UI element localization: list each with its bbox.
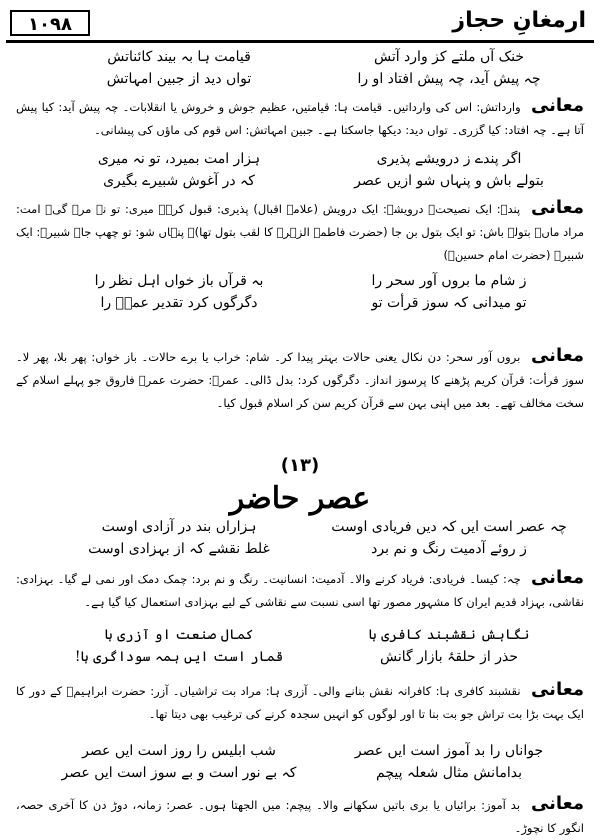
page-header [6, 6, 594, 43]
verse-2-line-1-b: ہزار امت بمیرد، تو نہ میری [97, 151, 261, 167]
page-number: ١٠٩٨ [10, 10, 90, 36]
verse-1-line-1-b: قیامت ہا بہ بیند کائناتش [107, 49, 251, 65]
maani-label: معانی [530, 345, 585, 366]
section-number [0, 455, 600, 476]
verse-3 [16, 270, 584, 314]
verse-6 [16, 740, 584, 784]
verse-2-line-2-a: بتولے باش و پنہاں شو ازیں عصر [354, 173, 544, 189]
verse-6-line-2-b: کہ بے نور است و بے سوز است ایں عصر [61, 765, 297, 781]
meaning-6 [16, 792, 584, 840]
maani-label: معانی [530, 567, 585, 588]
meaning-4 [16, 566, 584, 614]
verse-5-line-2-b: قمار است ایں ہمہ سوداگری ہا! [74, 649, 284, 665]
verse-4-line-1-b: ہزاراں بند در آزادی اوست [101, 519, 257, 535]
meaning-1-text: وارداتش: اس کی وارداتیں۔ قیامت ہا: قیامتیں، عظیم جوش و خروش یا انقلابات۔ چہ پیش آید: کیا پیش آتا ہے۔ چہ افتاد: کیا گزری۔ تواں دید: دیکھا جاسکتا ہے۔ جبین امہاتش: اس قوم کی ماؤں کی پیشانی۔ [16, 100, 584, 137]
verse-1-line-2-b: تواں دید از جبین امہاتش [106, 71, 252, 87]
verse-3-line-2-a: تو میدانی کہ سوز قرأت تو [371, 295, 527, 311]
verse-3-line-2-b: دگرگوں کرد تقدیر عمرؓ را [100, 295, 258, 311]
verse-2 [16, 148, 584, 192]
verse-3-line-1-a: ز شام ما بروں آور سحر را [371, 273, 527, 289]
meaning-3-text: بروں آور سحر: دن نکال یعنی حالات بہتر پیدا کر۔ شام: خراب یا برے حالات۔ باز خواں: پھر بلا، پھر لا۔ سوز قرأت: قرآن کریم پڑھنے کا پرسوز انداز۔ دگرگوں کرد: بدل ڈالی۔ عمرؓ: حضرت عمرؓ فاروق جو پہلے اسلام کے سخت مخالف تھے۔ بعد میں اپنی بہن سے قرآن کریم سن کر اسلام قبول کیا۔ [16, 350, 584, 410]
verse-1 [16, 46, 584, 90]
verse-2-line-2-b: کہ در آغوش شبیرے بگیری [103, 173, 255, 189]
verse-5-line-2-a: حذر از حلقۂ بازار گانش [379, 649, 519, 665]
verse-5-line-1-a: نگاہش نقشبند کافری ہا [368, 627, 530, 643]
meaning-2-text: پندے: ایک نصیحت۔ درویشے: ایک درویش (علامہ اقبال) پذیری: قبول کرے۔ میری: تو نہ مرے گی۔ امت: مراد ماں۔ بتولے باش: تو ایک بتول بن جا (حضرت فاطمۃ الزہرؓ کا لقب بتول تھا)۔ پنہاں شو: تو چھپ جا۔ شبیرے: ایک شبیرؓ (حضرت امام حسینؓ) [16, 202, 584, 262]
meaning-3 [16, 344, 584, 415]
verse-1-line-2-a: چہ پیش آید، چہ پیش افتاد او را [357, 71, 541, 87]
verse-4 [16, 516, 584, 560]
section-number-text: (١٣) [280, 455, 320, 476]
verse-6-line-2-a: بدامانش مثال شعلہ پیچم [376, 765, 522, 781]
meaning-5-text: نقشبند کافری ہا: کافرانہ نقش بنانے والی۔ آزری ہا: مراد بت تراشیاں۔ آزر: حضرت ابراہیمؑ کے دور کا ایک بہت بڑا بت تراش جو بت بنا تا اور لوگوں کو انہیں سجدہ کرنے کی ترغیب بھی دیتا تھا۔ [16, 684, 584, 721]
maani-label: معانی [530, 95, 584, 116]
meaning-5 [16, 678, 584, 726]
maani-label: معانی [530, 197, 584, 218]
meaning-2 [16, 196, 584, 267]
maani-label: معانی [530, 793, 584, 814]
verse-2-line-1-a: اگر پندے ز درویشے پذیری [376, 151, 522, 167]
section-title: عصر حاضر [229, 481, 371, 516]
meaning-1 [16, 94, 584, 142]
meaning-6-text: بد آموز: برائیاں یا بری باتیں سکھانے والا۔ پیچم: میں الجھتا ہوں۔ عصر: زمانہ، دوڑ دن کا آخری حصہ، انگور کا نچوڑ۔ [16, 798, 584, 835]
maani-label: معانی [530, 679, 585, 700]
verse-1-line-1-a: خنک آں ملتے کز وارد آتش [373, 49, 525, 65]
meaning-4-text: چہ: کیسا۔ فریادی: فریاد کرنے والا۔ آدمیت: انسانیت۔ رنگ و نم برد: چمک دمک اور نمی لے گیا۔ بہزادی: نقاشی، بہزاد قدیم ایران کا مشہور مصور تھا اسی نسبت سے نقاشی کے لیے بہزادی استعمال کیا گیا ہے۔ [16, 572, 584, 609]
running-title: ارمغانِ حجاز [452, 8, 586, 33]
verse-6-line-1-b: شب ابلیس را روز است ایں عصر [82, 743, 276, 759]
verse-5-line-1-b: کمال صنعت او آزری ہا [104, 627, 254, 643]
verse-4-line-1-a: چہ عصر است ایں کہ دیں فریادی اوست [331, 519, 567, 535]
verse-3-line-1-b: بہ قرآں باز خواں اہل نظر را [94, 273, 264, 289]
verse-4-line-2-b: غلط نقشے کہ از بہزادی اوست [88, 541, 270, 557]
verse-4-line-2-a: ز روئے آدمیت رنگ و نم برد [371, 541, 527, 557]
verse-5 [16, 624, 584, 668]
verse-6-line-1-a: جواناں را بد آموز است ایں عصر [354, 743, 544, 759]
